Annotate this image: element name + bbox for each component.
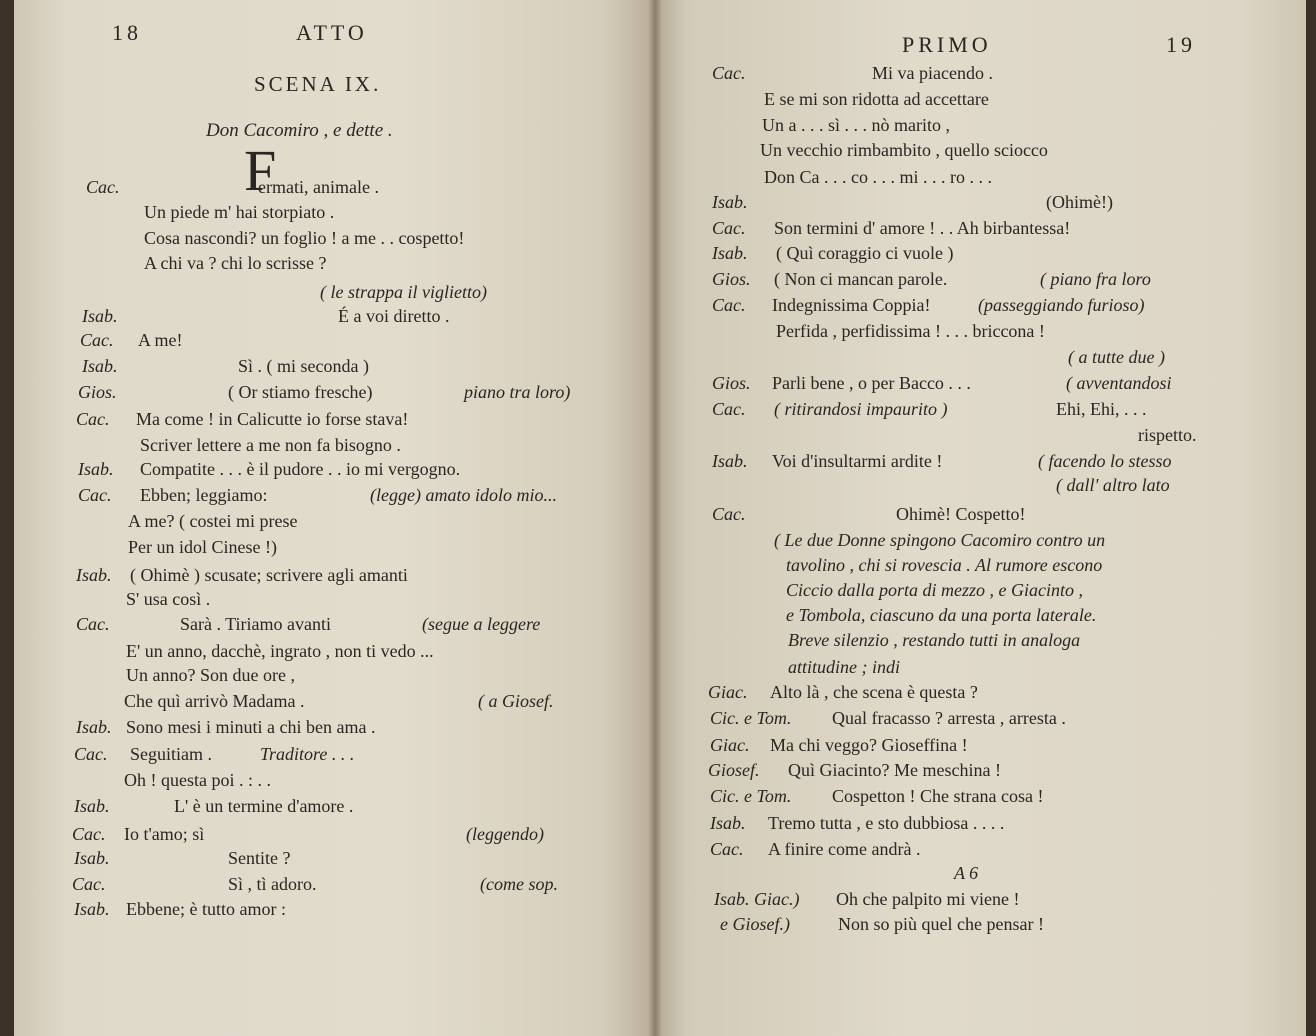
verse-line: ( Non ci mancan parole. xyxy=(774,269,948,289)
speaker-label: Giac. xyxy=(708,682,748,702)
verse-line: Mi va piacendo . xyxy=(872,63,993,83)
verse-line: Quì Giacinto? Me meschina ! xyxy=(788,760,1001,780)
verse-line: A me? ( costei mi prese xyxy=(128,511,298,531)
verse-line: E' un anno, dacchè, ingrato , non ti vedo ... xyxy=(126,641,434,661)
verse-line: A me! xyxy=(138,330,183,350)
verse-line: A finire come andrà . xyxy=(768,839,921,859)
stage-direction: ( a tutte due ) xyxy=(1068,347,1165,367)
left-page xyxy=(14,0,654,1036)
page-number-left: 18 xyxy=(112,20,142,45)
stage-direction: ( ritirandosi impaurito ) xyxy=(774,399,948,419)
verse-line: ermati, animale . xyxy=(258,177,379,197)
speaker-label: Cac. xyxy=(712,399,746,419)
speaker-label: Isab. xyxy=(712,243,748,263)
stage-direction: attitudine ; indi xyxy=(788,657,900,677)
speaker-label: Gios. xyxy=(712,269,751,289)
verse-line: Indegnissima Coppia! xyxy=(772,295,931,315)
speaker-label: Cac. xyxy=(74,744,108,764)
verse-line: S' usa così . xyxy=(126,589,211,609)
verse-line: Ebben; leggiamo: xyxy=(140,485,268,505)
speaker-label: Cac. xyxy=(712,63,746,83)
book-gutter xyxy=(648,0,662,1036)
verse-line: Scriver lettere a me non fa bisogno . xyxy=(140,435,401,455)
speaker-label: Cac. xyxy=(72,824,106,844)
scene-title: SCENA IX. xyxy=(254,72,382,96)
drop-cap: F xyxy=(244,138,277,203)
verse-line: ( Ohimè ) scusate; scrivere agli amanti xyxy=(130,565,408,585)
verse-line: Son termini d' amore ! . . Ah birbantessa! xyxy=(774,218,1071,238)
verse-line: Oh che palpito mi viene ! xyxy=(836,889,1020,909)
verse-line: rispetto. xyxy=(1138,425,1197,445)
stage-direction: Ciccio dalla porta di mezzo , e Giacinto , xyxy=(786,580,1083,600)
verse-line: Tremo tutta , e sto dubbiosa . . . . xyxy=(768,813,1005,833)
verse-line: Sì . ( mi seconda ) xyxy=(238,356,369,376)
verse-line: Un vecchio rimbambito , quello sciocco xyxy=(760,140,1048,160)
speaker-label: Cac. xyxy=(72,874,106,894)
speaker-label: Cac. xyxy=(710,839,744,859)
verse-line: Voi d'insultarmi ardite ! xyxy=(772,451,943,471)
speaker-label: Cic. e Tom. xyxy=(710,786,792,806)
verse-line: Don Ca . . . co . . . mi . . . ro . . . xyxy=(764,167,992,187)
speaker-label: Isab. xyxy=(710,813,746,833)
stage-direction: Traditore . . . xyxy=(260,744,355,764)
stage-direction: tavolino , chi si rovescia . Al rumore escono xyxy=(786,555,1103,575)
verse-line: Non so più quel che pensar ! xyxy=(838,914,1044,934)
verse-line: Sono mesi i minuti a chi ben ama . xyxy=(126,717,376,737)
page-number-right: 19 xyxy=(1166,32,1196,57)
stage-direction: ( facendo lo stesso xyxy=(1038,451,1172,471)
verse-line: Parli bene , o per Bacco . . . xyxy=(772,373,971,393)
speaker-label: Giosef. xyxy=(708,760,760,780)
speaker-label: e Giosef.) xyxy=(720,914,790,934)
verse-line: Perfida , perfidissima ! . . . briccona ! xyxy=(776,321,1045,341)
speaker-label: Cac. xyxy=(712,295,746,315)
stage-direction: (come sop. xyxy=(480,874,558,894)
speaker-label: Isab. xyxy=(78,459,114,479)
speaker-label: Isab. xyxy=(74,796,110,816)
verse-line: Che quì arrivò Madama . xyxy=(124,691,305,711)
verse-line: Ehi, Ehi, . . . xyxy=(1056,399,1147,419)
speaker-label: Cac. xyxy=(80,330,114,350)
verse-line: Ebbene; è tutto amor : xyxy=(126,899,286,919)
verse-line: Qual fracasso ? arresta , arresta . xyxy=(832,708,1066,728)
stage-direction: A 6 xyxy=(954,863,979,883)
speaker-label: Cac. xyxy=(78,485,112,505)
verse-line: Cosa nascondi? un foglio ! a me . . cospetto! xyxy=(144,228,465,248)
stage-direction: (legge) amato idolo mio... xyxy=(370,485,557,505)
verse-line: Sarà . Tiriamo avanti xyxy=(180,614,331,634)
speaker-label: Cac. xyxy=(712,218,746,238)
verse-line: Seguitiam . xyxy=(130,744,212,764)
verse-line: E se mi son ridotta ad accettare xyxy=(764,89,989,109)
speaker-label: Cic. e Tom. xyxy=(710,708,792,728)
speaker-label: Isab. xyxy=(74,899,110,919)
verse-line: A chi va ? chi lo scrisse ? xyxy=(144,253,327,273)
verse-line: Ma come ! in Calicutte io forse stava! xyxy=(136,409,409,429)
speaker-label: Isab. xyxy=(74,848,110,868)
stage-direction: e Tombola, ciascuno da una porta laterale. xyxy=(786,605,1097,625)
speaker-label: Cac. xyxy=(86,177,120,197)
verse-line: Alto là , che scena è questa ? xyxy=(770,682,978,702)
stage-direction: ( Le due Donne spingono Cacomiro contro un xyxy=(774,530,1106,550)
speaker-label: Cac. xyxy=(76,614,110,634)
speaker-label: Isab. xyxy=(712,451,748,471)
verse-line: ( Quì coraggio ci vuole ) xyxy=(776,243,954,263)
verse-line: Compatite . . . è il pudore . . io mi vergogno. xyxy=(140,459,461,479)
speaker-label: Isab. xyxy=(82,306,118,326)
stage-direction: Breve silenzio , restando tutti in analoga xyxy=(788,630,1081,650)
speaker-label: Isab. xyxy=(76,565,112,585)
verse-line: Cospetton ! Che strana cosa ! xyxy=(832,786,1044,806)
stage-direction: (segue a leggere xyxy=(422,614,541,634)
speaker-label: Gios. xyxy=(78,382,117,402)
stage-direction: ( piano fra loro xyxy=(1040,269,1151,289)
speaker-label: Gios. xyxy=(712,373,751,393)
speaker-label: Isab. xyxy=(82,356,118,376)
speaker-label: Isab. Giac.) xyxy=(714,889,800,909)
verse-line: Sentite ? xyxy=(228,848,291,868)
stage-direction: ( avventandosi xyxy=(1066,373,1172,393)
running-head-right: PRIMO xyxy=(902,32,992,57)
verse-line: (Ohimè!) xyxy=(1046,192,1113,212)
speaker-label: Isab. xyxy=(76,717,112,737)
speaker-label: Giac. xyxy=(710,735,750,755)
speaker-label: Cac. xyxy=(76,409,110,429)
stage-direction: (leggendo) xyxy=(466,824,544,844)
scene-intro: Don Cacomiro , e dette . xyxy=(206,120,393,141)
stage-direction: piano tra loro) xyxy=(464,382,571,402)
verse-line: Ma chi veggo? Gioseffina ! xyxy=(770,735,968,755)
verse-line: ( Or stiamo fresche) xyxy=(228,382,373,402)
stage-direction: ( le strappa il viglietto) xyxy=(320,282,487,302)
verse-line: É a voi diretto . xyxy=(338,306,450,326)
stage-direction: (passeggiando furioso) xyxy=(978,295,1145,315)
verse-line: L' è un termine d'amore . xyxy=(174,796,354,816)
speaker-label: Cac. xyxy=(712,504,746,524)
speaker-label: Isab. xyxy=(712,192,748,212)
verse-line: Sì , tì adoro. xyxy=(228,874,317,894)
stage-direction: ( dall' altro lato xyxy=(1056,475,1170,495)
stage-direction: ( a Giosef. xyxy=(478,691,554,711)
verse-line: Un anno? Son due ore , xyxy=(126,665,295,685)
verse-line: Ohimè! Cospetto! xyxy=(896,504,1026,524)
running-head-left: ATTO xyxy=(296,20,368,45)
verse-line: Per un idol Cinese !) xyxy=(128,537,277,557)
verse-line: Un a . . . sì . . . nò marito , xyxy=(762,115,950,135)
verse-line: Oh ! questa poi . : . . xyxy=(124,770,271,790)
verse-line: Io t'amo; sì xyxy=(124,824,205,844)
verse-line: Un piede m' hai storpiato . xyxy=(144,202,335,222)
